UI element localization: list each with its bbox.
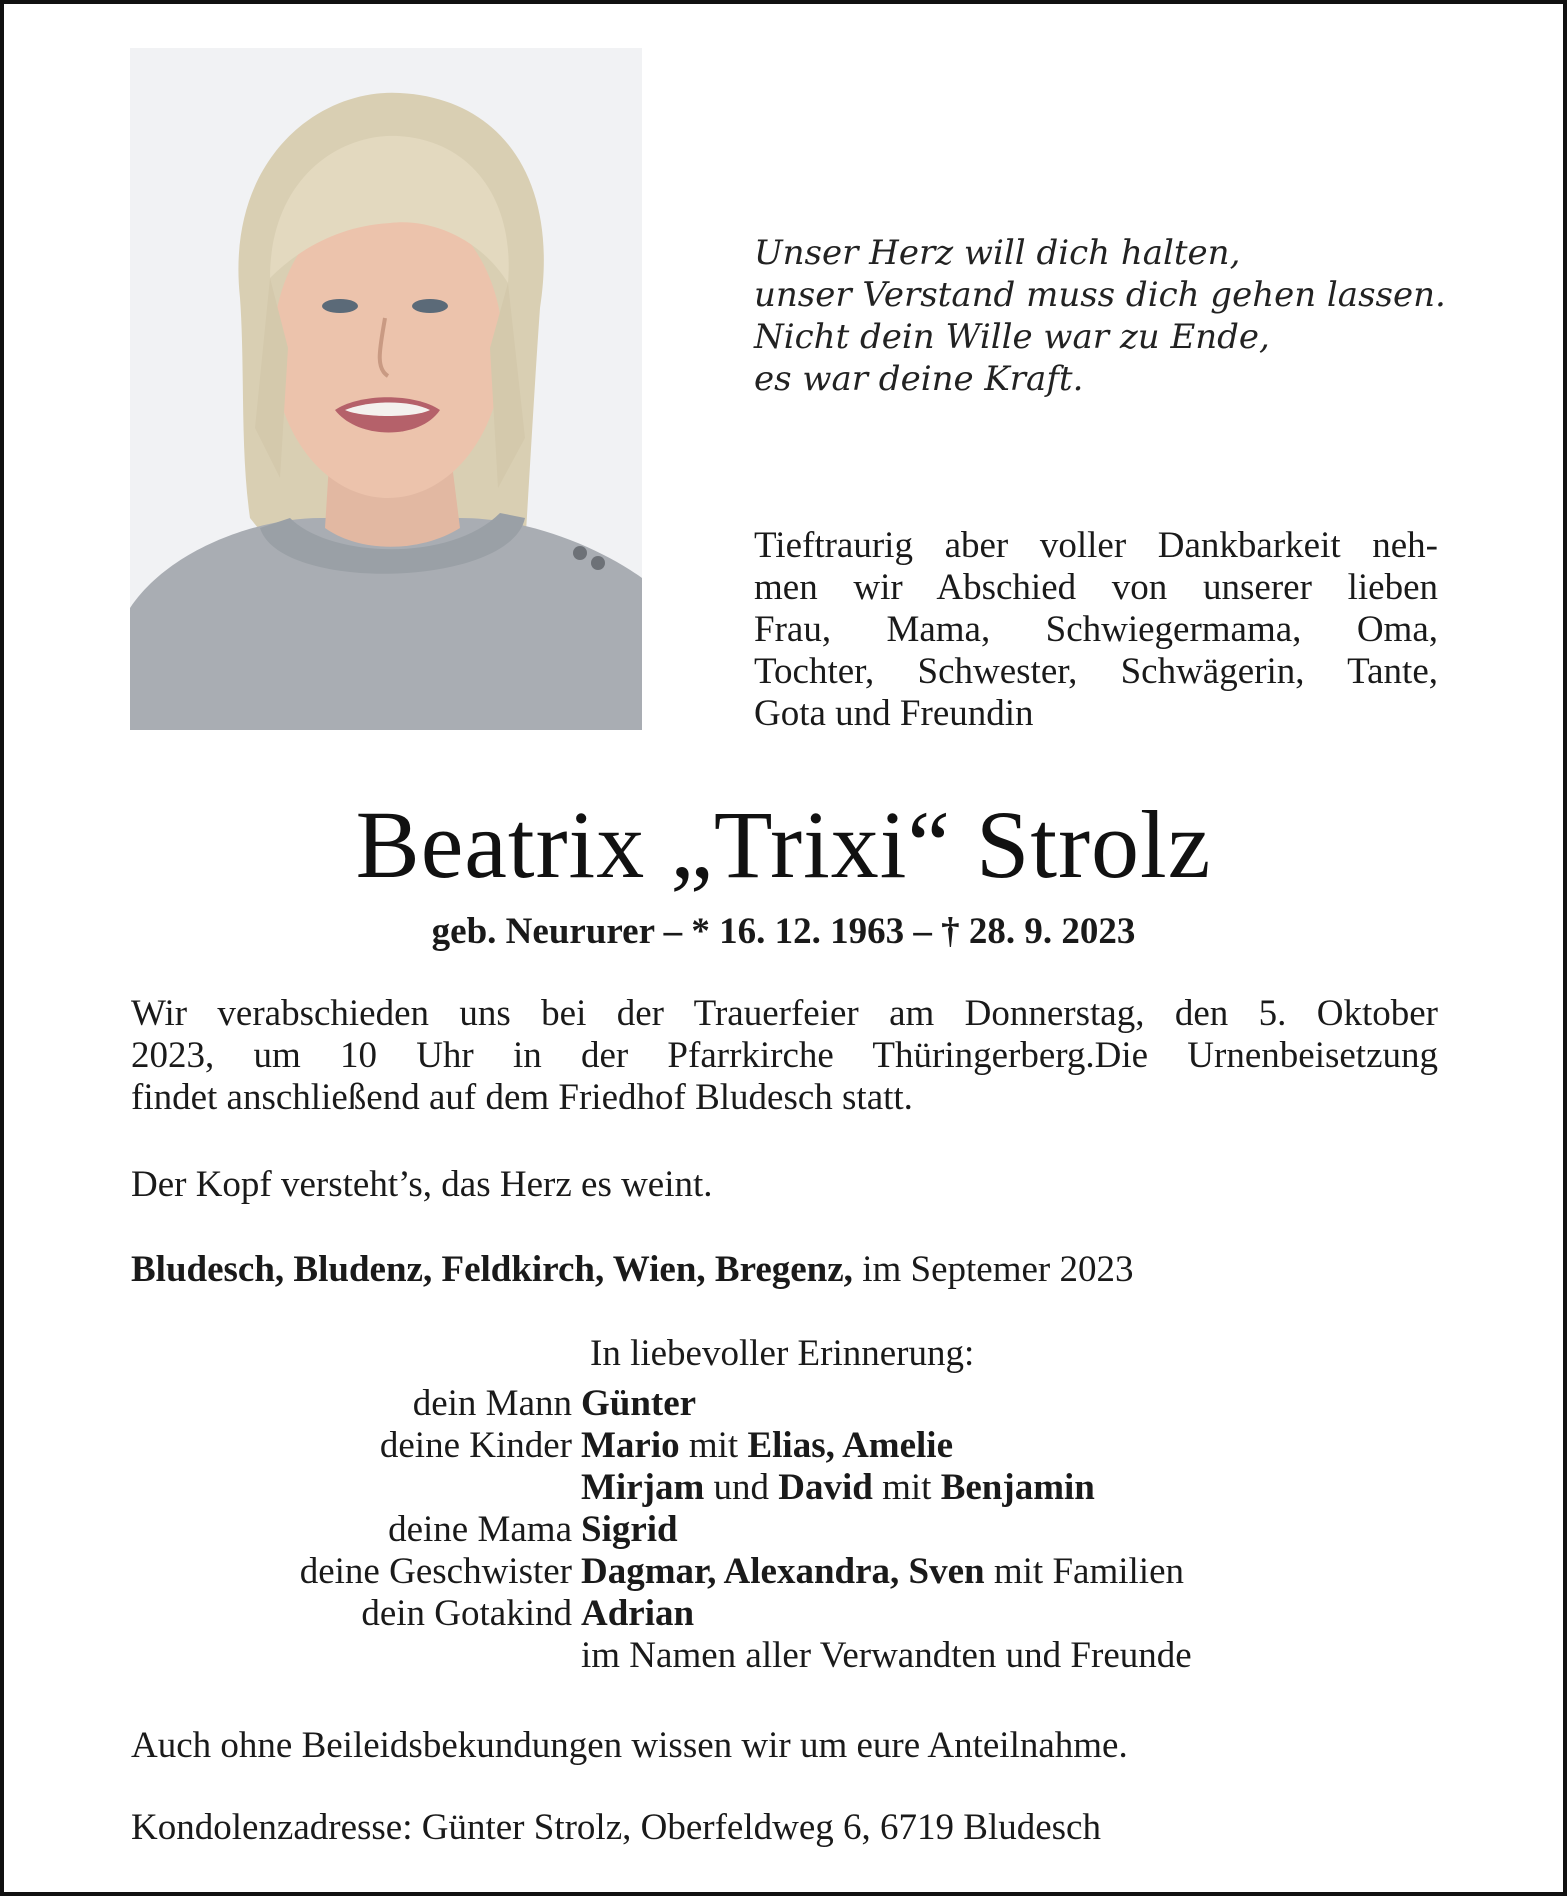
service-line: findet anschließend auf dem Friedhof Bludesch statt. bbox=[131, 1077, 913, 1118]
family-connector: mit bbox=[679, 1425, 748, 1466]
family-others: im Namen aller Verwandten und Freunde bbox=[581, 1635, 1192, 1676]
family-name: Mirjam bbox=[581, 1467, 705, 1508]
portrait-photo bbox=[130, 48, 642, 730]
condolence-address: Kondolenzadresse: Günter Strolz, Oberfeldweg 6, 6719 Bludesch bbox=[131, 1807, 1101, 1848]
family-name: Mario bbox=[581, 1425, 680, 1466]
family-role: deine Mama bbox=[388, 1509, 572, 1550]
saying: Der Kopf versteht’s, das Herz es weint. bbox=[131, 1164, 713, 1205]
family-role: dein Gotakind bbox=[361, 1593, 572, 1634]
family-connector: mit Familien bbox=[984, 1551, 1184, 1592]
verse-line: es war deine Kraft. bbox=[754, 359, 1084, 399]
family-row bbox=[131, 1509, 1192, 1551]
family-name: Benjamin bbox=[940, 1467, 1095, 1508]
family-role-empty bbox=[131, 1467, 581, 1509]
intro-line: Gota und Freundin bbox=[754, 693, 1034, 734]
family-connector: mit bbox=[872, 1467, 941, 1508]
family-row bbox=[131, 1425, 1192, 1467]
places-and-date bbox=[131, 1249, 1438, 1291]
towns: Bludesch, Bludenz, Feldkirch, Wien, Bregenz, bbox=[131, 1249, 853, 1290]
intro-line: Tieftraurig aber voller Dankbarkeit neh- bbox=[754, 525, 1438, 566]
family-name: Sigrid bbox=[581, 1509, 678, 1550]
family-role-empty bbox=[131, 1635, 581, 1677]
verse-line: Nicht dein Wille war zu Ende, bbox=[754, 317, 1270, 357]
family-row bbox=[131, 1593, 1192, 1635]
farewell-intro bbox=[754, 525, 1438, 735]
family-name: Dagmar, Alexandra, Sven bbox=[581, 1551, 985, 1592]
family-row bbox=[131, 1467, 1192, 1509]
life-dates: geb. Neururer – * 16. 12. 1963 – † 28. 9. 2023 bbox=[431, 911, 1136, 952]
memorial-verse bbox=[754, 232, 1446, 400]
verse-line: unser Verstand muss dich gehen lassen. bbox=[754, 275, 1446, 315]
intro-line: Frau, Mama, Schwiegermama, Oma, bbox=[754, 609, 1438, 650]
funeral-service-info bbox=[131, 993, 1438, 1119]
family-name: Günter bbox=[581, 1383, 697, 1424]
intro-line: men wir Abschied von unserer lieben bbox=[754, 567, 1438, 608]
family-role: deine Geschwister bbox=[299, 1551, 572, 1592]
closing-note: Auch ohne Beileidsbekundungen wissen wir um eure Anteilnahme. bbox=[131, 1725, 1128, 1766]
month-year: im Septemer 2023 bbox=[852, 1249, 1134, 1290]
family-name: Elias, Amelie bbox=[747, 1425, 954, 1466]
memory-heading: In liebevoller Erinnerung: bbox=[590, 1333, 975, 1374]
family-list bbox=[131, 1383, 1192, 1677]
family-row bbox=[131, 1635, 1192, 1677]
family-row bbox=[131, 1383, 1192, 1425]
family-role: dein Mann bbox=[412, 1383, 572, 1424]
family-connector: und bbox=[704, 1467, 779, 1508]
service-line: Wir verabschieden uns bei der Trauerfeier am Donnerstag, den 5. Oktober bbox=[131, 993, 1438, 1034]
family-name: David bbox=[778, 1467, 873, 1508]
family-row bbox=[131, 1551, 1192, 1593]
family-name: Adrian bbox=[581, 1593, 695, 1634]
verse-line: Unser Herz will dich halten, bbox=[754, 233, 1241, 273]
deceased-name: Beatrix „Trixi“ Strolz bbox=[355, 791, 1212, 898]
intro-line: Tochter, Schwester, Schwägerin, Tante, bbox=[754, 651, 1438, 692]
service-line: 2023, um 10 Uhr in der Pfarrkirche Thüringerberg.Die Urnenbeisetzung bbox=[131, 1035, 1438, 1076]
family-role: deine Kinder bbox=[379, 1425, 572, 1466]
